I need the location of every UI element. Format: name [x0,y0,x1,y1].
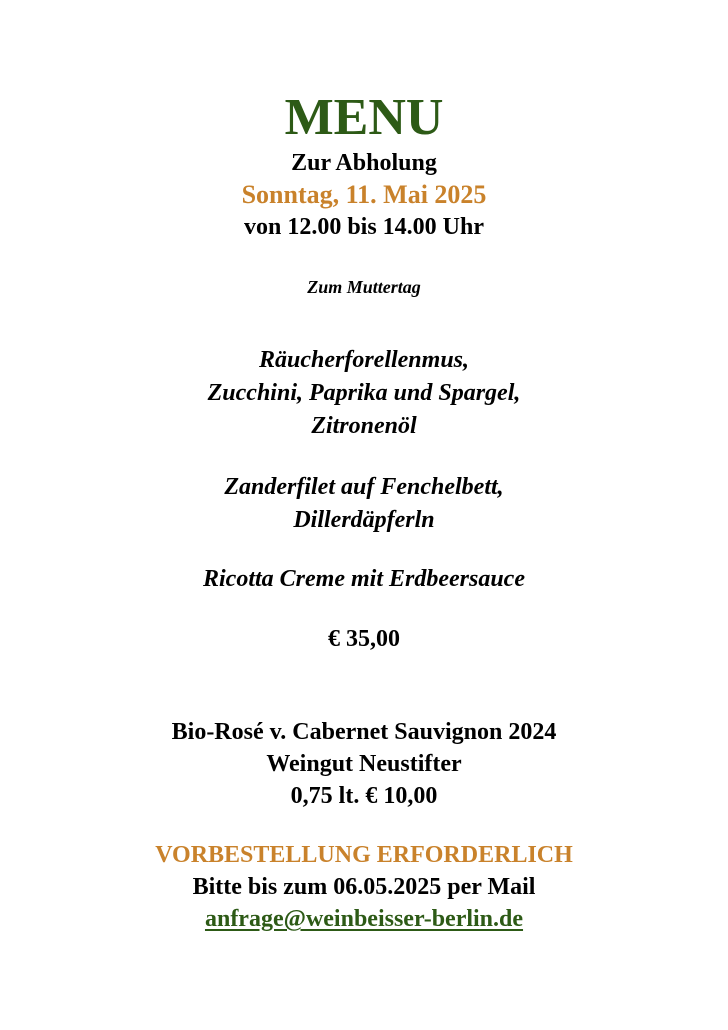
menu-title: MENU [284,89,444,146]
course-line: Dillerdäpferln [293,507,435,533]
wine-name: Bio-Rosé v. Cabernet Sauvignon 2024 [171,719,557,745]
pickup-label: Zur Abholung [291,150,437,176]
event-date: Sonntag, 11. Mai 2025 [241,180,487,209]
course-dessert [0,563,728,596]
order-deadline: Bitte bis zum 06.05.2025 per Mail [192,874,536,900]
wine-winery: Weingut Neustifter [266,751,462,777]
email-link[interactable]: anfrage@weinbeisser-berlin.de [204,906,524,932]
wine-volume-price: 0,75 lt. € 10,00 [290,783,438,809]
menu-price: € 35,00 [328,626,400,652]
course-main [0,471,728,537]
pickup-time: von 12.00 bis 14.00 Uhr [243,214,485,240]
occasion-label: Zum Muttertag [307,277,421,297]
course-line: Zanderfilet auf Fenchelbett, [224,474,504,500]
course-line: Ricotta Creme mit Erdbeersauce [203,566,525,592]
email-container [0,904,728,934]
preorder-notice: VORBESTELLUNG ERFORDERLICH [155,842,573,868]
course-line: Räucherforellenmus, [258,347,470,373]
course-starter [0,344,728,443]
course-line: Zitronenöl [311,413,417,439]
course-line: Zucchini, Paprika und Spargel, [207,380,521,406]
